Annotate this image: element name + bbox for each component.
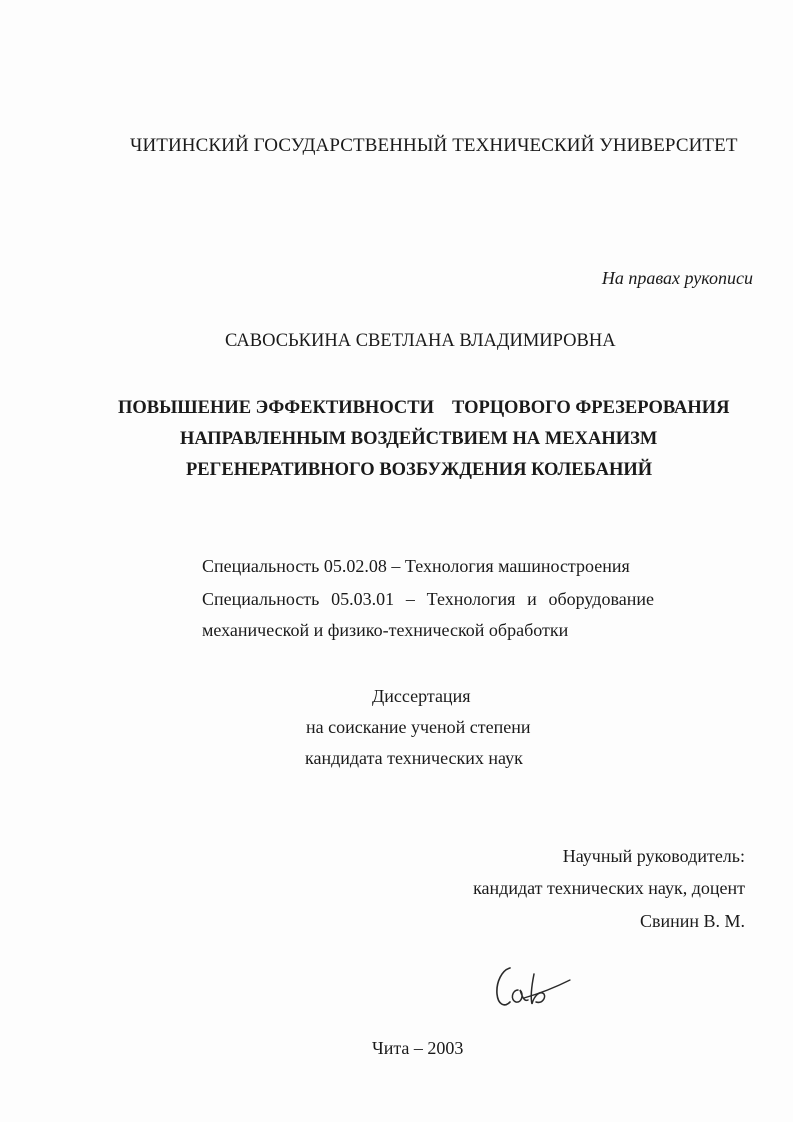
thesis-title-line-1-part-2: ТОРЦОВОГО ФРЕЗЕРОВАНИЯ xyxy=(452,398,730,418)
specialty-2-continuation: механической и физико-технической обработки xyxy=(202,620,569,640)
thesis-title-line-1-part-1: ПОВЫШЕНИЕ ЭФФЕКТИВНОСТИ xyxy=(118,398,435,418)
specialty-2-word: Технология xyxy=(426,589,516,609)
supervisor-label: Научный руководитель: xyxy=(562,846,745,866)
supervisor-name: Свинин В. М. xyxy=(639,911,745,931)
thesis-title-line-1 xyxy=(118,396,730,420)
specialty-2-word: оборудование xyxy=(548,589,654,609)
degree-name: кандидата технических наук xyxy=(305,748,523,768)
specialty-1: Специальность 05.02.08 – Технология машиностроения xyxy=(202,556,630,576)
specialty-2-word: Специальность xyxy=(202,589,320,609)
university-name: ЧИТИНСКИЙ ГОСУДАРСТВЕННЫЙ ТЕХНИЧЕСКИЙ УНИВЕРСИТЕТ xyxy=(130,135,738,156)
dissertation-label: Диссертация xyxy=(372,686,471,706)
city-year: Чита – 2003 xyxy=(372,1038,464,1058)
thesis-title-line-2: НАПРАВЛЕННЫМ ВОЗДЕЙСТВИЕМ НА МЕХАНИЗМ xyxy=(180,429,658,449)
thesis-title-line-3: РЕГЕНЕРАТИВНОГО ВОЗБУЖДЕНИЯ КОЛЕБАНИЙ xyxy=(186,460,653,480)
specialty-2-word: 05.03.01 xyxy=(331,589,395,609)
specialty-2-word: и xyxy=(527,589,537,609)
rights-note: На правах рукописи xyxy=(601,268,753,288)
handwritten-signature xyxy=(488,960,578,1020)
author-name: САВОСЬКИНА СВЕТЛАНА ВЛАДИМИРОВНА xyxy=(225,331,616,351)
specialty-2-word: – xyxy=(405,589,415,609)
specialty-2 xyxy=(202,588,654,610)
supervisor-degree: кандидат технических наук, доцент xyxy=(473,878,745,898)
degree-purpose: на соискание ученой степени xyxy=(306,717,531,737)
